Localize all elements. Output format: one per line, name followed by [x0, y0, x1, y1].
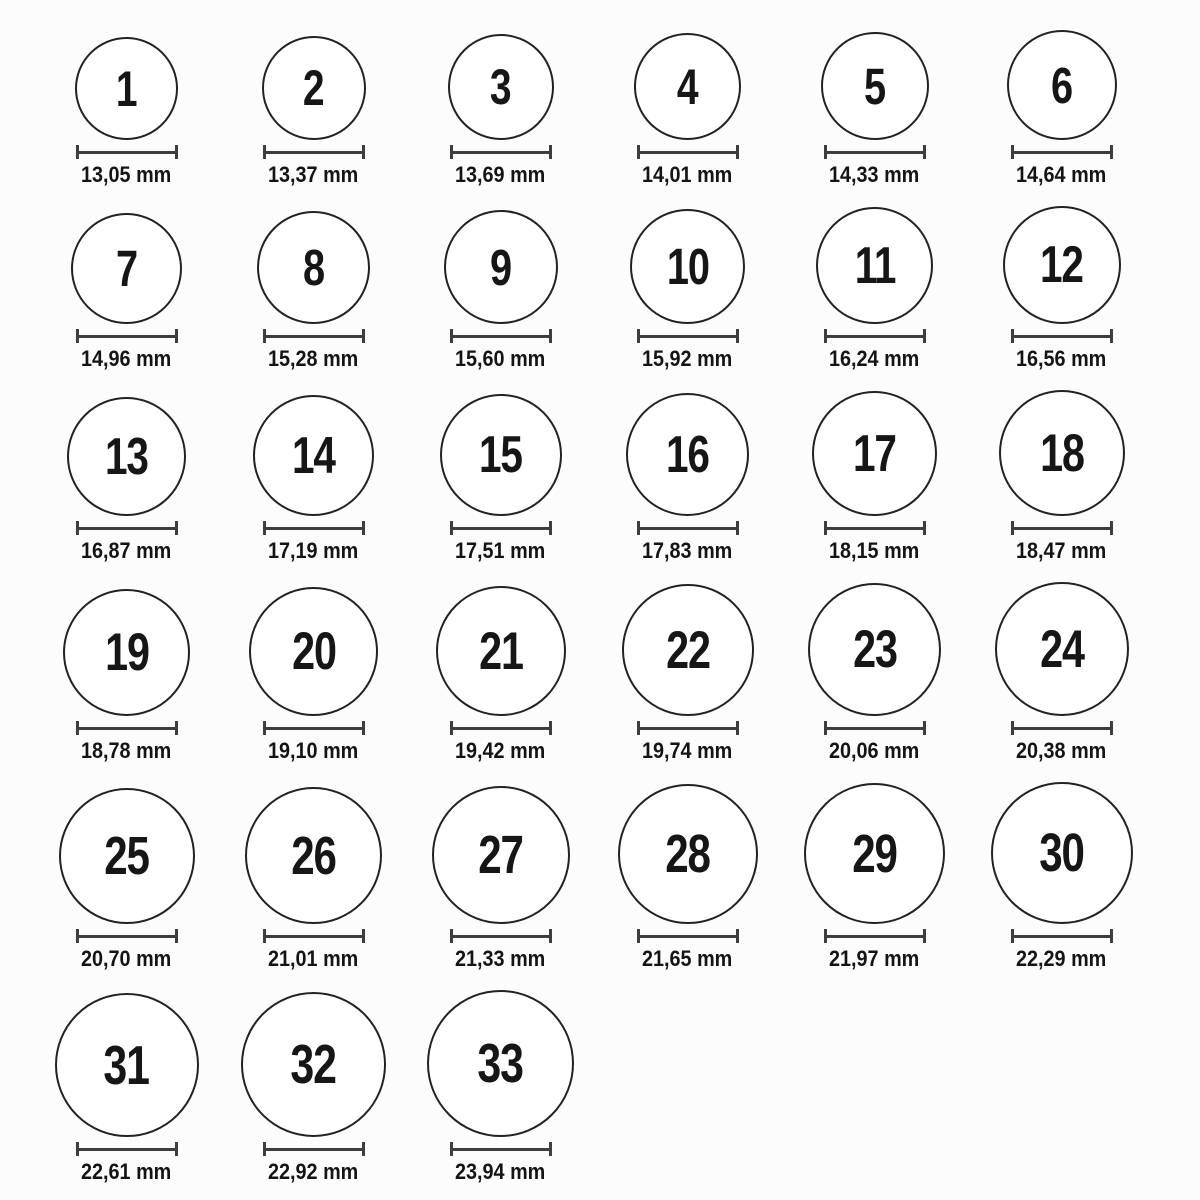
diameter-label: 13,69 mm [455, 162, 546, 187]
diameter-label: 14,33 mm [829, 162, 920, 187]
diameter-measure-line [263, 721, 365, 735]
ring-number: 22 [665, 620, 710, 680]
measure-bar [640, 727, 736, 730]
measure-bar [453, 727, 549, 730]
diameter-measure-line [76, 145, 178, 159]
diameter-label: 13,37 mm [268, 162, 359, 187]
measure-bar [266, 935, 362, 938]
ring-cell [630, 209, 745, 371]
ring-cell [432, 786, 570, 971]
diameter-label: 20,38 mm [1016, 738, 1107, 763]
ring-circle [436, 586, 566, 716]
diameter-label: 16,24 mm [829, 346, 920, 371]
diameter-measure-line [1011, 929, 1113, 943]
diameter-label: 17,83 mm [642, 538, 733, 563]
measure-bar [640, 527, 736, 530]
diameter-label: 22,61 mm [81, 1159, 172, 1184]
ring-circle [249, 587, 378, 716]
ring-circle [812, 391, 937, 516]
measure-bar [79, 151, 175, 154]
ring-circle [432, 786, 570, 924]
ring-number: 27 [478, 825, 523, 885]
ring-cell [440, 394, 562, 563]
ring-cell [59, 788, 195, 971]
diameter-measure-line [450, 721, 552, 735]
ring-cell [626, 393, 749, 563]
diameter-measure-line [263, 1142, 365, 1156]
ring-circle [804, 783, 945, 924]
measure-bar [266, 151, 362, 154]
ring-circle [257, 211, 370, 324]
ring-circle [1007, 30, 1117, 140]
ring-number: 12 [1040, 236, 1083, 294]
measure-bar [640, 935, 736, 938]
ring-circle [55, 993, 199, 1137]
ring-number: 4 [677, 58, 698, 115]
ring-cell [999, 390, 1125, 563]
ring-cell [1003, 206, 1121, 371]
diameter-measure-line [263, 329, 365, 343]
diameter-label: 21,33 mm [455, 946, 546, 971]
ring-circle [995, 582, 1129, 716]
measure-bar [1014, 527, 1110, 530]
diameter-label: 19,42 mm [455, 738, 546, 763]
diameter-label: 17,19 mm [268, 538, 359, 563]
ring-cell [75, 37, 178, 187]
diameter-label: 15,60 mm [455, 346, 546, 371]
ring-circle [622, 584, 754, 716]
ring-cell [808, 583, 941, 763]
ring-circle [634, 33, 741, 140]
diameter-label: 21,97 mm [829, 946, 920, 971]
diameter-measure-line [824, 521, 926, 535]
ring-number: 26 [291, 825, 336, 886]
diameter-label: 18,15 mm [829, 538, 920, 563]
measure-bar [453, 935, 549, 938]
measure-bar [266, 527, 362, 530]
measure-bar [453, 527, 549, 530]
diameter-measure-line [824, 329, 926, 343]
diameter-measure-line [1011, 521, 1113, 535]
ring-cell [804, 783, 945, 971]
measure-bar [827, 527, 923, 530]
diameter-label: 19,74 mm [642, 738, 733, 763]
ring-number: 21 [478, 621, 523, 681]
diameter-label: 14,96 mm [81, 346, 172, 371]
measure-bar [1014, 335, 1110, 338]
ring-number: 33 [477, 1032, 524, 1094]
ring-circle [630, 209, 745, 324]
ring-cell [262, 36, 366, 187]
ring-cell [995, 582, 1129, 763]
diameter-label: 21,65 mm [642, 946, 733, 971]
ring-circle [618, 784, 758, 924]
diameter-measure-line [76, 329, 178, 343]
diameter-measure-line [1011, 721, 1113, 735]
measure-bar [266, 335, 362, 338]
measure-bar [640, 335, 736, 338]
ring-number: 10 [666, 238, 709, 295]
ring-circle [440, 394, 562, 516]
measure-bar [266, 727, 362, 730]
measure-bar [1014, 935, 1110, 938]
diameter-label: 22,92 mm [268, 1159, 359, 1184]
ring-cell [634, 33, 741, 187]
ring-number: 19 [104, 623, 149, 682]
measure-bar [79, 527, 175, 530]
ring-circle [626, 393, 749, 516]
ring-cell [622, 584, 754, 763]
measure-bar [1014, 727, 1110, 730]
ring-number: 2 [303, 60, 324, 116]
diameter-measure-line [450, 329, 552, 343]
ring-circle [444, 210, 558, 324]
diameter-label: 16,56 mm [1016, 346, 1107, 371]
ring-circle [427, 990, 574, 1137]
ring-circle [59, 788, 195, 924]
measure-bar [827, 335, 923, 338]
ring-number: 15 [479, 426, 522, 484]
ring-cell [444, 210, 558, 371]
ring-cell [63, 589, 190, 763]
diameter-label: 14,64 mm [1016, 162, 1107, 187]
ring-circle [245, 787, 382, 924]
ring-cell [71, 213, 182, 371]
diameter-measure-line [450, 1142, 552, 1156]
measure-bar [79, 1148, 175, 1151]
diameter-measure-line [450, 929, 552, 943]
diameter-measure-line [637, 721, 739, 735]
ring-cell [253, 395, 374, 563]
measure-bar [453, 335, 549, 338]
ring-number: 16 [666, 425, 709, 484]
ring-circle [821, 32, 929, 140]
ring-circle [75, 37, 178, 140]
diameter-measure-line [76, 521, 178, 535]
ring-cell [618, 784, 758, 971]
diameter-label: 13,05 mm [81, 162, 172, 187]
diameter-label: 18,78 mm [81, 738, 172, 763]
measure-bar [827, 151, 923, 154]
ring-cell [436, 586, 566, 763]
ring-cell [427, 990, 574, 1184]
diameter-measure-line [263, 145, 365, 159]
measure-bar [1014, 151, 1110, 154]
ring-circle [999, 390, 1125, 516]
diameter-measure-line [1011, 145, 1113, 159]
ring-cell [249, 587, 378, 763]
ring-number: 7 [116, 240, 137, 297]
diameter-measure-line [824, 721, 926, 735]
measure-bar [79, 727, 175, 730]
ring-cell [55, 993, 199, 1184]
measure-bar [79, 935, 175, 938]
ring-number: 30 [1039, 823, 1084, 883]
ring-number: 23 [852, 620, 897, 679]
diameter-measure-line [76, 1142, 178, 1156]
ring-cell [448, 34, 554, 187]
measure-bar [640, 151, 736, 154]
diameter-label: 17,51 mm [455, 538, 546, 563]
ring-circle [253, 395, 374, 516]
ring-number: 14 [292, 426, 335, 485]
measure-bar [827, 727, 923, 730]
diameter-label: 20,06 mm [829, 738, 920, 763]
diameter-label: 22,29 mm [1016, 946, 1107, 971]
diameter-label: 18,47 mm [1016, 538, 1107, 563]
ring-number: 3 [490, 59, 511, 115]
ring-circle [71, 213, 182, 324]
ring-number: 24 [1039, 619, 1084, 679]
diameter-measure-line [637, 521, 739, 535]
diameter-measure-line [450, 145, 552, 159]
diameter-measure-line [637, 929, 739, 943]
measure-bar [266, 1148, 362, 1151]
ring-number: 31 [103, 1033, 150, 1096]
measure-bar [79, 335, 175, 338]
measure-bar [827, 935, 923, 938]
ring-cell [67, 397, 186, 563]
ring-cell [816, 207, 933, 371]
ring-number: 29 [852, 823, 897, 884]
diameter-measure-line [263, 929, 365, 943]
diameter-measure-line [824, 145, 926, 159]
ring-number: 6 [1051, 56, 1072, 114]
ring-cell [991, 782, 1133, 971]
ring-number: 5 [864, 57, 885, 115]
diameter-label: 15,92 mm [642, 346, 733, 371]
diameter-measure-line [1011, 329, 1113, 343]
ring-cell [245, 787, 382, 971]
ring-circle [991, 782, 1133, 924]
measure-bar [453, 1148, 549, 1151]
ring-number: 11 [854, 236, 895, 295]
ring-circle [448, 34, 554, 140]
diameter-label: 21,01 mm [268, 946, 359, 971]
ring-number: 32 [290, 1033, 337, 1095]
ring-circle [808, 583, 941, 716]
ring-number: 20 [291, 622, 336, 681]
ring-number: 8 [303, 239, 324, 296]
diameter-measure-line [76, 721, 178, 735]
ring-number: 17 [853, 424, 896, 483]
diameter-measure-line [637, 329, 739, 343]
diameter-label: 16,87 mm [81, 538, 172, 563]
ring-circle [1003, 206, 1121, 324]
diameter-label: 20,70 mm [81, 946, 172, 971]
ring-cell [257, 211, 370, 371]
diameter-measure-line [637, 145, 739, 159]
diameter-measure-line [76, 929, 178, 943]
ring-number: 1 [116, 60, 137, 117]
ring-circle [63, 589, 190, 716]
ring-cell [241, 992, 386, 1184]
ring-circle [67, 397, 186, 516]
ring-cell [821, 32, 929, 187]
ring-cell [812, 391, 937, 563]
ring-number: 13 [105, 427, 148, 486]
ring-cell [1007, 30, 1117, 187]
ring-circle [816, 207, 933, 324]
ring-circle [241, 992, 386, 1137]
diameter-measure-line [263, 521, 365, 535]
diameter-measure-line [450, 521, 552, 535]
diameter-label: 23,94 mm [455, 1159, 546, 1184]
ring-number: 25 [104, 826, 149, 886]
ring-number: 28 [665, 824, 710, 884]
measure-bar [453, 151, 549, 154]
ring-number: 18 [1039, 423, 1084, 483]
diameter-label: 19,10 mm [268, 738, 359, 763]
ring-number: 9 [490, 238, 511, 296]
diameter-measure-line [824, 929, 926, 943]
ring-circle [262, 36, 366, 140]
diameter-label: 14,01 mm [642, 162, 733, 187]
diameter-label: 15,28 mm [268, 346, 359, 371]
